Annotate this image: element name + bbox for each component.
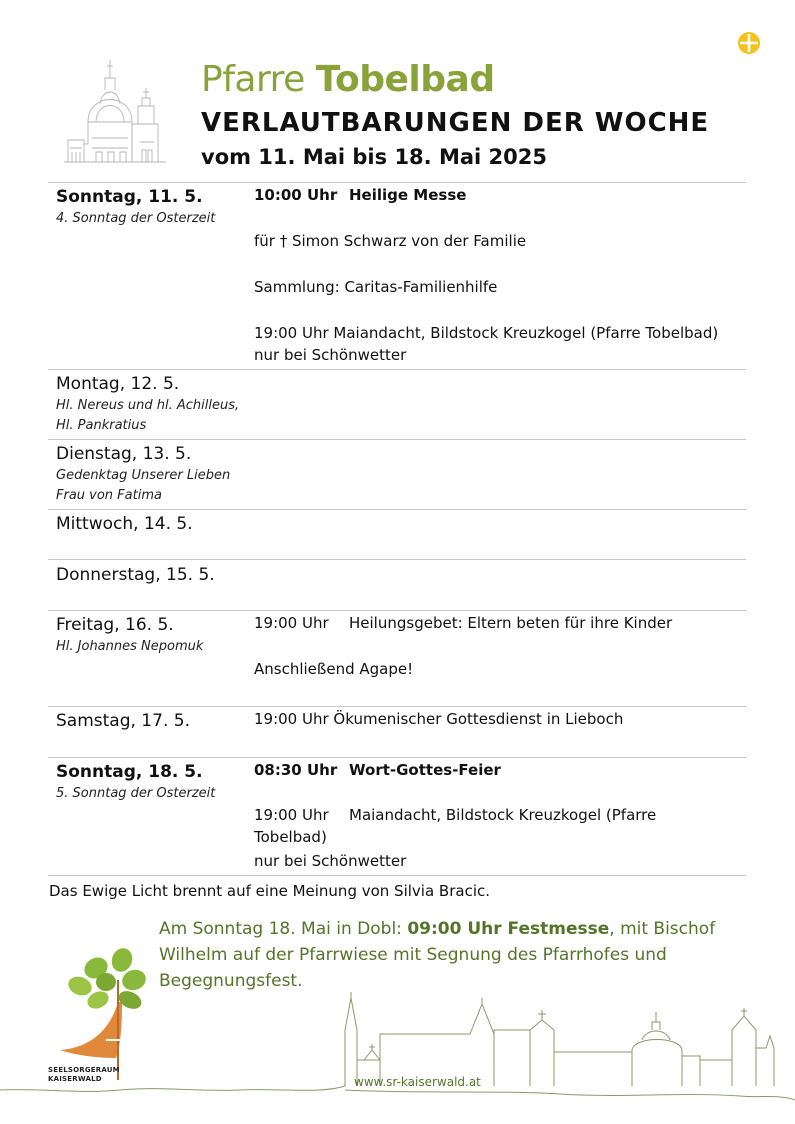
event-line [254, 804, 656, 826]
day-row-saturday [48, 706, 746, 757]
day-row-friday [48, 610, 746, 706]
day-name: Montag, 12. 5. [56, 374, 180, 394]
event-time: 10:00 Uhr [254, 186, 338, 204]
day-cell [56, 442, 251, 506]
event-time: 19:00 Uhr [254, 806, 329, 824]
day-subtitle: Gedenktag Unserer Lieben [56, 468, 231, 483]
festival-notice [159, 916, 719, 994]
event-line: Tobelbad) [254, 828, 327, 846]
event-line: Anschließend Agape! [254, 660, 414, 678]
event-line: 19:00 Uhr Maiandacht, Bildstock Kreuzkogel (Pfarre Tobelbad) [254, 324, 719, 342]
page-title: VERLAUTBARUNGEN DER WOCHE [201, 108, 710, 138]
date-range: vom 11. Mai bis 18. Mai 2025 [201, 145, 547, 169]
event-line [254, 184, 466, 206]
event-line: für † Simon Schwarz von der Familie [254, 232, 527, 250]
day-cell [56, 563, 251, 587]
day-cell [56, 760, 251, 804]
event-title: Heilungsgebet: Eltern beten für ihre Kinder [349, 614, 673, 632]
notice-highlight: 09:00 Uhr Festmesse [407, 919, 610, 939]
event-line: Sammlung: Caritas-Familienhilfe [254, 278, 498, 296]
day-subtitle: Frau von Fatima [56, 488, 162, 503]
day-row-sunday-11 [48, 182, 746, 369]
day-subtitle: 5. Sonntag der Osterzeit [56, 786, 216, 801]
notice-text: , mit Bischof Wilhelm auf der Pfarrwiese mit Segnung des Pfarrhofes und Begegnungsfest. [159, 919, 716, 991]
parish-name-light: Pfarre [201, 59, 305, 100]
town-skyline-icon [0, 990, 795, 1110]
day-name: Donnerstag, 15. 5. [56, 565, 215, 585]
event-line: 19:00 Uhr Ökumenischer Gottesdienst in Lieboch [254, 710, 624, 728]
day-row-wednesday [48, 509, 746, 559]
day-row-tuesday [48, 439, 746, 509]
day-row-monday [48, 369, 746, 439]
day-subtitle: Hl. Johannes Nepomuk [56, 639, 204, 654]
logo-label-line: SEELSORGERAUM [48, 1066, 120, 1074]
eternal-light-note: Das Ewige Licht brennt auf eine Meinung von Silvia Bracic. [49, 882, 490, 900]
website-link[interactable]: www.sr-kaiserwald.at [354, 1075, 481, 1089]
day-row-sunday-18 [48, 757, 746, 876]
day-name: Dienstag, 13. 5. [56, 444, 192, 464]
notice-text: Am Sonntag 18. Mai in Dobl: [159, 919, 408, 939]
event-time: 08:30 Uhr [254, 761, 338, 779]
day-cell [56, 372, 251, 436]
day-subtitle: 4. Sonntag der Osterzeit [56, 211, 216, 226]
event-title: Heilige Messe [349, 186, 467, 204]
parish-name-bold: Tobelbad [315, 59, 495, 100]
day-row-thursday [48, 559, 746, 610]
cross-circle-logo-icon [737, 31, 761, 55]
event-line: nur bei Schönwetter [254, 346, 407, 364]
day-name: Mittwoch, 14. 5. [56, 514, 193, 534]
event-line [254, 759, 501, 781]
event-title: Maiandacht, Bildstock Kreuzkogel (Pfarre [349, 806, 657, 824]
day-name: Freitag, 16. 5. [56, 615, 174, 635]
day-cell [56, 613, 251, 657]
day-name: Sonntag, 18. 5. [56, 762, 203, 782]
day-cell [56, 709, 251, 733]
event-line [254, 612, 672, 634]
logo-label-line: KAISERWALD [48, 1075, 102, 1083]
day-subtitle: Hl. Nereus und hl. Achilleus, [56, 398, 240, 413]
day-subtitle: Hl. Pankratius [56, 418, 147, 433]
day-name: Samstag, 17. 5. [56, 711, 190, 731]
event-line: nur bei Schönwetter [254, 852, 407, 870]
day-name: Sonntag, 11. 5. [56, 187, 203, 207]
schedule-table [48, 182, 746, 876]
day-cell [56, 185, 251, 229]
event-title: Wort-Gottes-Feier [349, 761, 501, 779]
parish-name [201, 58, 495, 102]
event-time: 19:00 Uhr [254, 614, 329, 632]
day-cell [56, 512, 251, 536]
church-drawing-icon [62, 52, 168, 166]
